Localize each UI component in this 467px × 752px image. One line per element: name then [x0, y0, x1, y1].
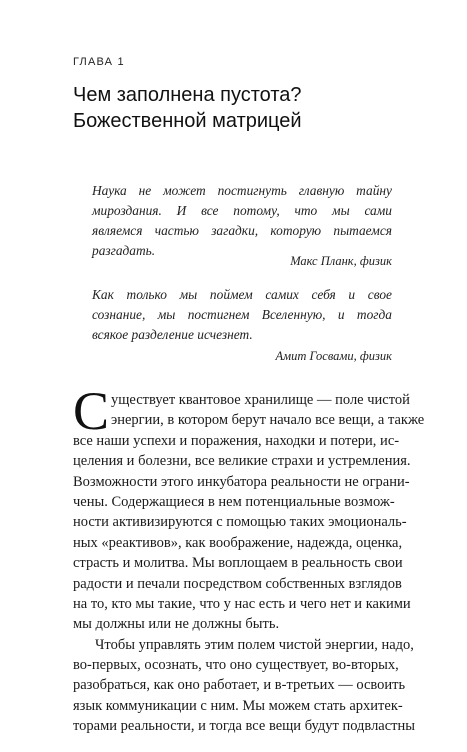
chapter-title-line: Чем заполнена пустота?: [73, 84, 302, 106]
body-text: [73, 381, 425, 737]
body-line: энергии, в котором берут начало все вещи, а также: [111, 412, 425, 429]
body-line: страсть и молитва. Мы воплощаем в реальность свои: [73, 555, 403, 572]
body-line: во-первых, осознать, что оно существует, во-вторых,: [73, 657, 399, 674]
body-line: разобраться, как оно работает, и в-третьих — освоить: [73, 677, 406, 694]
epigraph-line: Наука не может постигнуть главную тайну: [92, 183, 392, 198]
epigraph-line: являемся частью загадки, которую пытаемся: [92, 223, 392, 238]
epigraph-line: сознание, мы постигнем Вселенную, и тогда: [92, 307, 392, 322]
epigraph-line: разгадать.: [92, 243, 156, 258]
body-line: на то, кто мы такие, что у нас есть и чего нет и какими: [73, 595, 411, 612]
drop-cap: С: [73, 381, 110, 441]
body-line: все наши успехи и поражения, находки и потери, ис-: [73, 432, 400, 449]
epigraph-line: Как только мы поймем самих себя и свое: [92, 287, 392, 302]
chapter-title: [73, 82, 403, 134]
body-line: ных «реактивов», как воображение, надежда, оценка,: [73, 534, 403, 551]
body-line: уществует квантовое хранилище — поле чистой: [111, 392, 410, 408]
epigraph-line: всякое разделение исчезнет.: [92, 327, 253, 342]
chapter-label: ГЛАВА 1: [73, 56, 125, 68]
body-line: радости и печали посредством собственных взглядов: [73, 575, 402, 592]
body-line: торами реальности, и тогда все вещи будут подвластны: [73, 718, 416, 735]
body-line: чены. Содержащиеся в нем потенциальные возмож-: [73, 493, 395, 510]
body-line: целения и болезни, все великие страхи и устремления.: [73, 453, 411, 470]
body-line: Возможности этого инкубатора реальности не ограни-: [73, 473, 410, 490]
epigraph-attribution-goswami: Амит Госвами, физик: [275, 349, 392, 363]
body-line: ности активизируются с помощью таких эмоциональ-: [73, 514, 407, 531]
chapter-title-line: Божественной матрицей: [73, 110, 302, 132]
body-line: мы должны или не должны быть.: [73, 616, 280, 633]
epigraph-line: мироздания. И все потому, что мы сами: [92, 203, 392, 218]
epigraph-attribution-planck: Макс Планк, физик: [290, 254, 392, 268]
epigraph-goswami: [92, 285, 392, 345]
epigraph-planck: [92, 181, 392, 261]
body-line: Чтобы управлять этим полем чистой энергии, надо,: [95, 636, 414, 653]
body-line: язык коммуникации с ним. Мы можем стать архитек-: [73, 697, 403, 714]
